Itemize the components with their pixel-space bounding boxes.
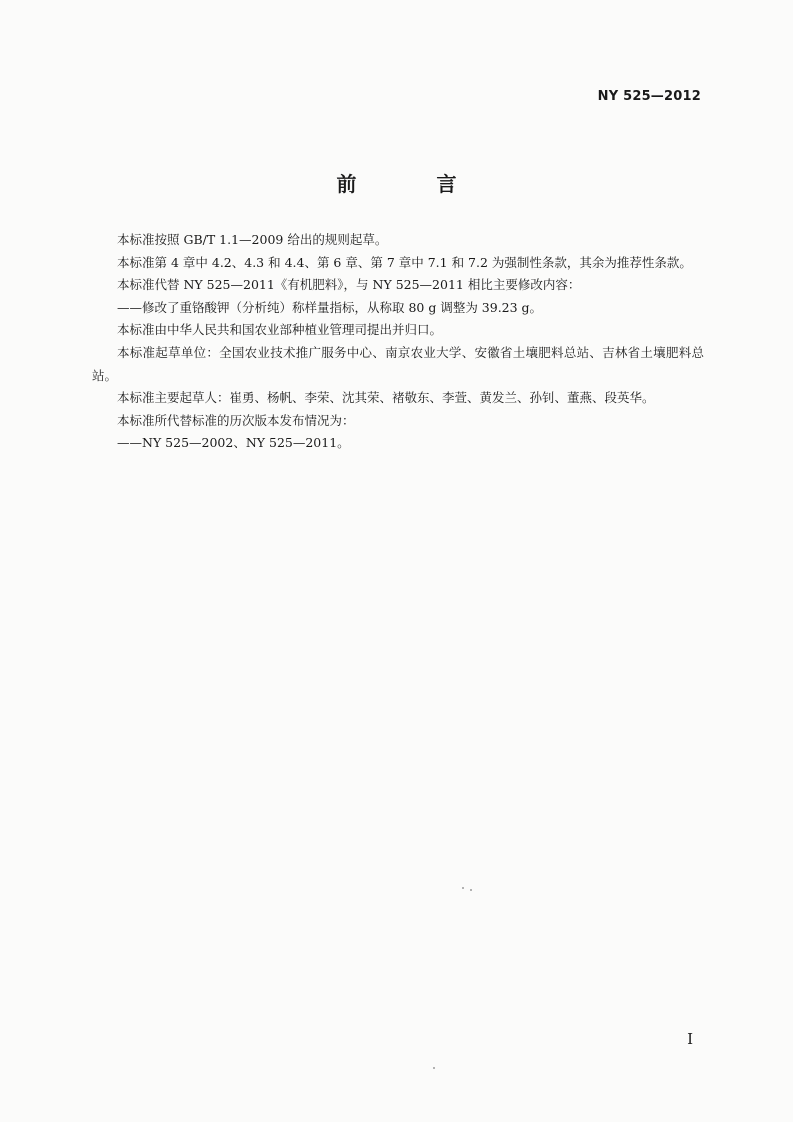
paragraph-mandatory-clauses: 本标准第 4 章中 4.2、4.3 和 4.4、第 6 章、第 7 章中 7.1 和 7.2 为强制性条款，其余为推荐性条款。 bbox=[117, 254, 692, 270]
paragraph-edition-list: ——NY 525—2002、NY 525—2011。 bbox=[117, 435, 350, 451]
paragraph-previous-editions: 本标准所代替标准的历次版本发布情况为： bbox=[117, 412, 355, 428]
scan-speck bbox=[462, 887, 464, 889]
preface-body bbox=[92, 229, 704, 455]
standard-code: NY 525—2012 bbox=[597, 89, 701, 104]
scan-speck bbox=[433, 1067, 435, 1069]
paragraph-drafting-units: 本标准起草单位：全国农业技术推广服务中心、南京农业大学、安徽省土壤肥料总站、吉林省土壤肥料总站。 bbox=[92, 344, 704, 383]
paragraph-modification-item: ——修改了重铬酸钾（分析纯）称样量指标，从称取 80 g 调整为 39.23 g。 bbox=[117, 299, 543, 315]
paragraph-drafting-rules: 本标准按照 GB/T 1.1—2009 给出的规则起草。 bbox=[117, 232, 388, 247]
paragraph-replacement: 本标准代替 NY 525—2011《有机肥料》，与 NY 525—2011 相比主要修改内容： bbox=[117, 277, 581, 293]
scan-speck bbox=[470, 889, 472, 891]
page-number: I bbox=[687, 1030, 693, 1048]
paragraph-proposer: 本标准由中华人民共和国农业部种植业管理司提出并归口。 bbox=[117, 322, 443, 338]
page-title: 前 言 bbox=[336, 172, 487, 196]
paragraph-drafters: 本标准主要起草人：崔勇、杨帆、李荣、沈其荣、褚敬东、李萱、黄发兰、孙钊、董燕、段英华。 bbox=[117, 390, 655, 406]
